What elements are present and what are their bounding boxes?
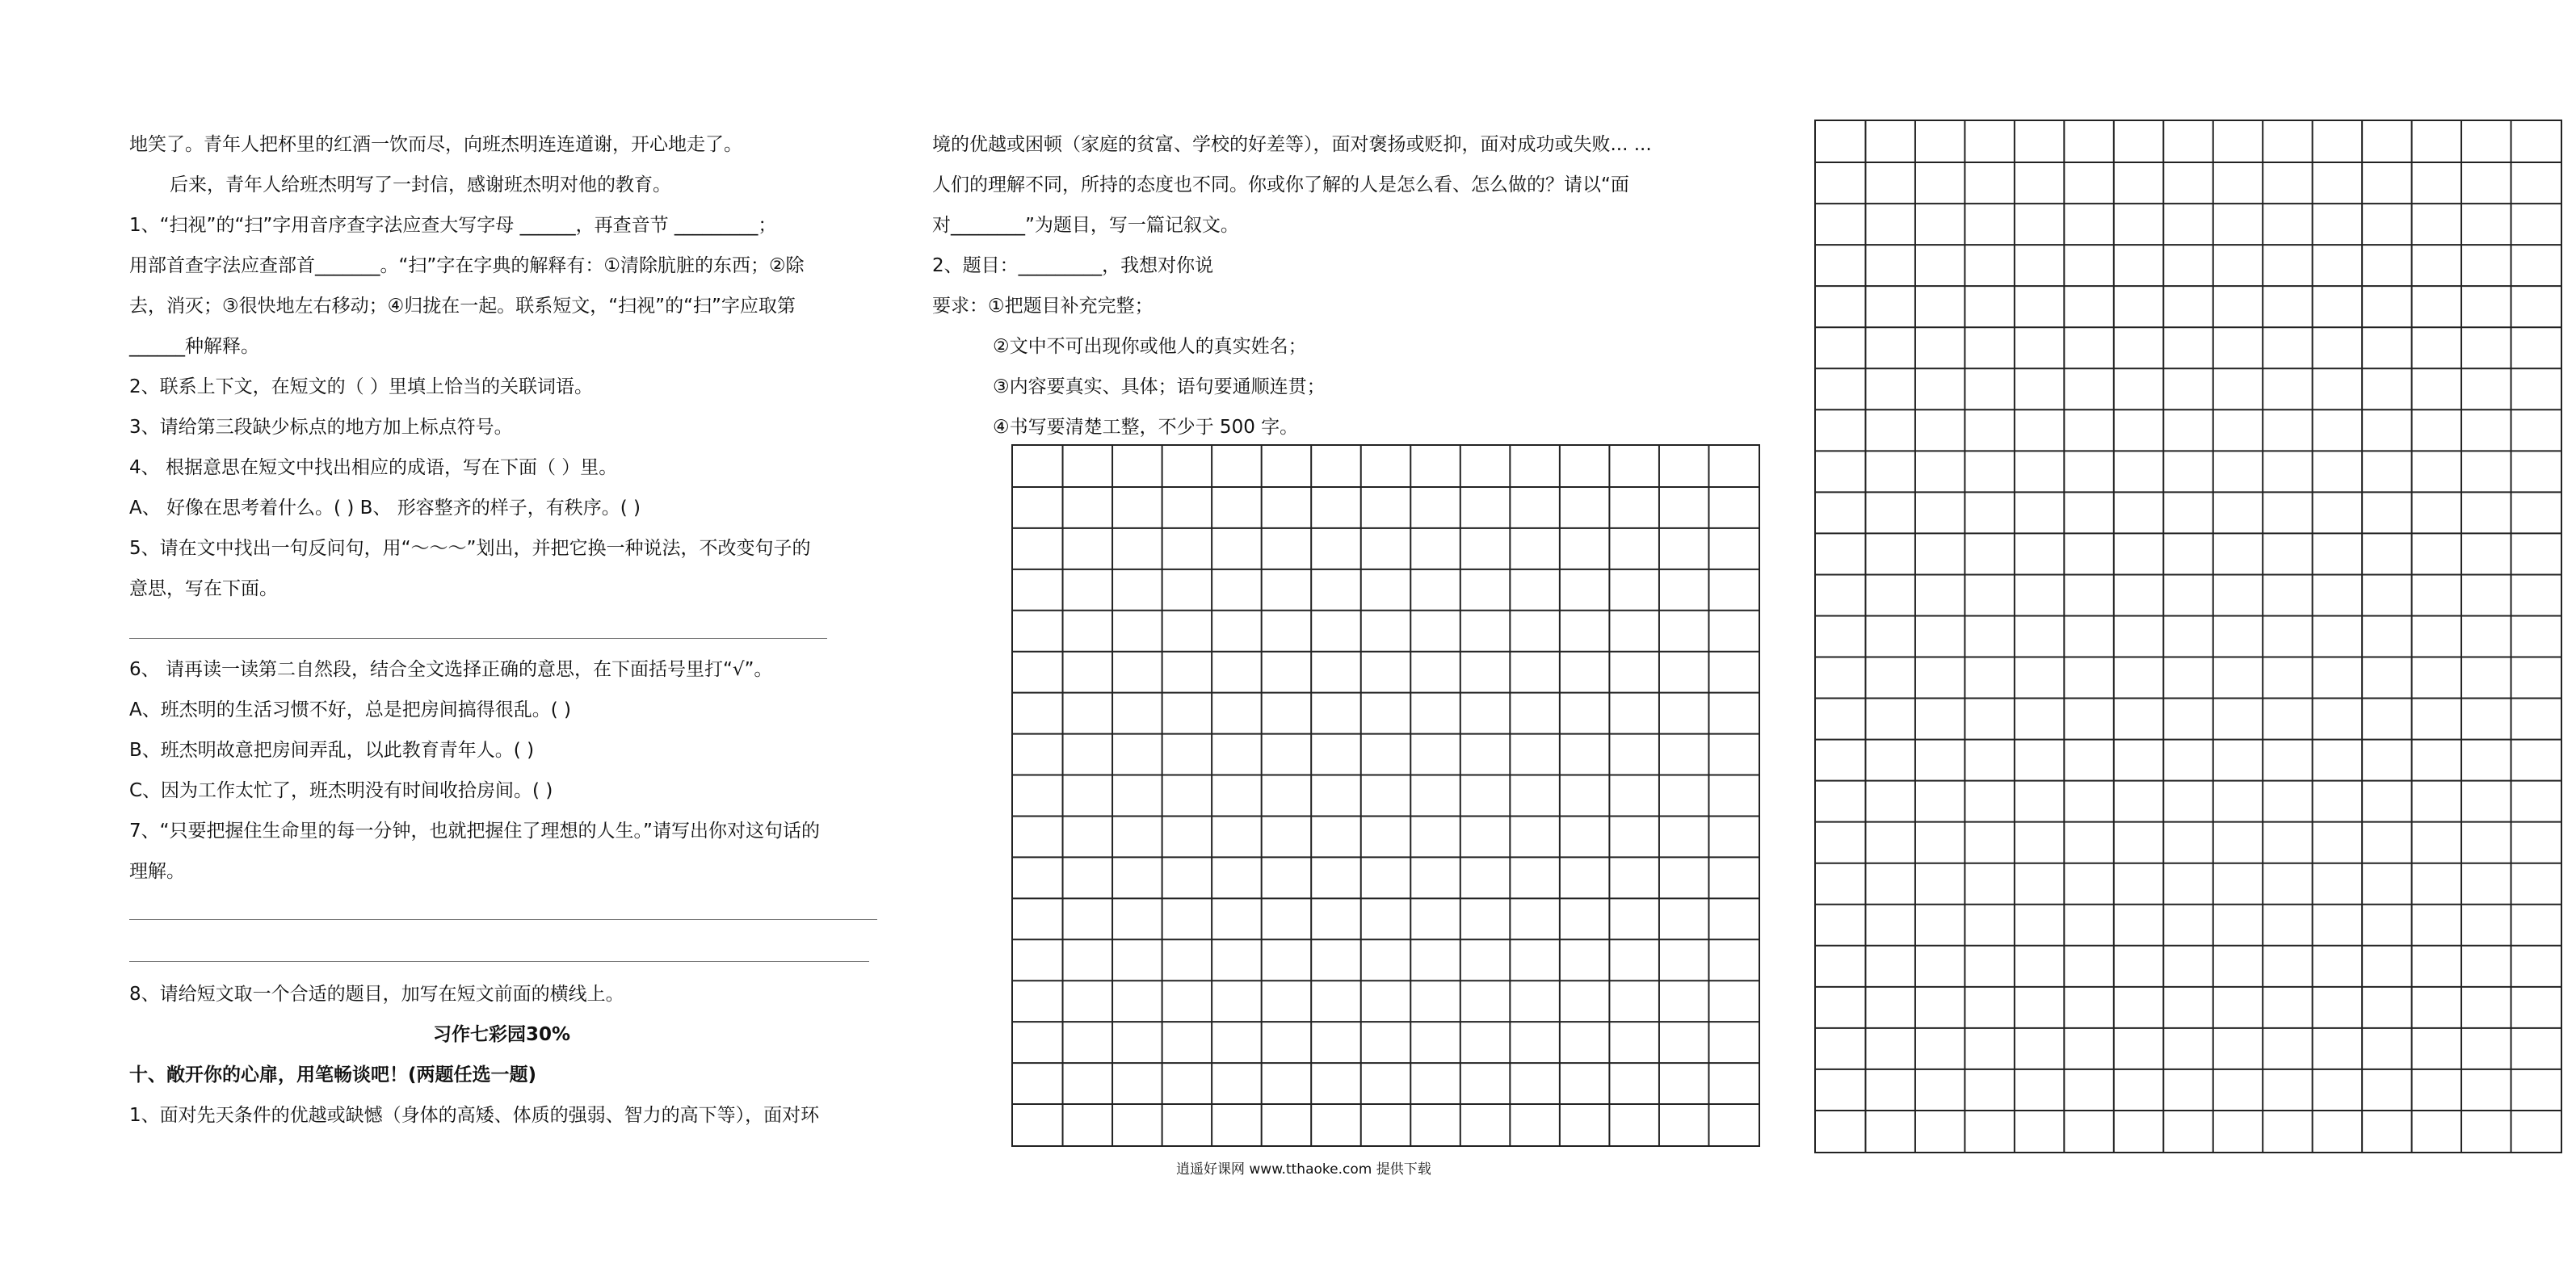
question-6-option-b: B、班杰明故意把房间弄乱，以此教育青年人。( ) xyxy=(129,740,535,761)
question-7-line: 7、“只要把握住生命里的每一分钟，也就把握住了理想的人生。”请写出你对这句话的 xyxy=(129,821,820,842)
answer-line xyxy=(129,919,877,920)
composition-heading: 十、敞开你的心扉，用笔畅谈吧！(两题任选一题) xyxy=(129,1065,537,1086)
section-title: 习作七彩园30% xyxy=(433,1024,571,1045)
topic-1-line: 对________”为题目，写一篇记叙文。 xyxy=(932,215,1239,236)
passage-line: 后来，青年人给班杰明写了一封信，感谢班杰明对他的教育。 xyxy=(170,174,671,195)
question-5-line: 5、请在文中找出一句反问句，用“～～～”划出，并把它换一种说法，不改变句子的 xyxy=(129,538,811,559)
question-5-line: 意思，写在下面。 xyxy=(129,578,278,599)
question-1-line: 用部首查字法应查部首_______。“扫”字在字典的解释有：①清除肮脏的东西；②除 xyxy=(129,255,805,276)
topic-2-line: 2、题目：_________，我想对你说 xyxy=(932,255,1214,276)
requirement-4: ④书写要清楚工整，不少于 500 字。 xyxy=(993,417,1299,438)
writing-grid-lines xyxy=(1816,121,2564,1155)
question-4: 4、 根据意思在短文中找出相应的成语，写在下面（ ）里。 xyxy=(129,457,618,478)
question-1-line: 1、“扫视”的“扫”字用音序查字法应查大写字母 ______，再查音节 _________； xyxy=(129,215,777,236)
answer-line xyxy=(129,961,869,962)
requirement-2: ②文中不可出现你或他人的真实姓名； xyxy=(993,336,1307,357)
question-6-option-a: A、班杰明的生活习惯不好，总是把房间搞得很乱。( ) xyxy=(129,699,571,720)
answer-line xyxy=(129,638,827,639)
requirement-3: ③内容要真实、具体；语句要通顺连贯； xyxy=(993,376,1326,397)
writing-grid xyxy=(1814,120,2562,1153)
topic-1-line: 人们的理解不同，所持的态度也不同。你或你了解的人是怎么看、怎么做的？请以“面 xyxy=(932,174,1629,195)
topic-1-line: 1、面对先天条件的优越或缺憾（身体的高矮、体质的强弱、智力的高下等），面对环 xyxy=(129,1105,820,1126)
footer-credit: 逍遥好课网 www.tthaoke.com 提供下载 xyxy=(1176,1161,1431,1178)
passage-line: 地笑了。青年人把杯里的红酒一饮而尽，向班杰明连连道谢，开心地走了。 xyxy=(129,134,742,155)
question-1-line: 去，消灭；③很快地左右移动；④归拢在一起。联系短文，“扫视”的“扫”字应取第 xyxy=(129,296,796,317)
question-2: 2、联系上下文，在短文的（ ）里填上恰当的关联词语。 xyxy=(129,376,593,397)
writing-grid xyxy=(1011,444,1760,1147)
writing-grid-lines xyxy=(1013,446,1762,1149)
requirements-line: 要求：①把题目补充完整； xyxy=(932,296,1154,317)
question-6: 6、 请再读一读第二自然段，结合全文选择正确的意思，在下面括号里打“√”。 xyxy=(129,659,773,680)
question-8: 8、请给短文取一个合适的题目，加写在短文前面的横线上。 xyxy=(129,984,624,1005)
question-3: 3、请给第三段缺少标点的地方加上标点符号。 xyxy=(129,417,513,438)
question-4-options: A、 好像在思考着什么。( ) B、 形容整齐的样子，有秩序。( ) xyxy=(129,498,641,519)
question-7-line: 理解。 xyxy=(129,861,185,882)
question-6-option-c: C、因为工作太忙了，班杰明没有时间收拾房间。( ) xyxy=(129,780,553,801)
topic-1-line: 境的优越或困顿（家庭的贫富、学校的好差等），面对褒扬或贬抑，面对成功或失败... ... xyxy=(932,134,1652,155)
question-1-line: ______种解释。 xyxy=(129,336,259,357)
